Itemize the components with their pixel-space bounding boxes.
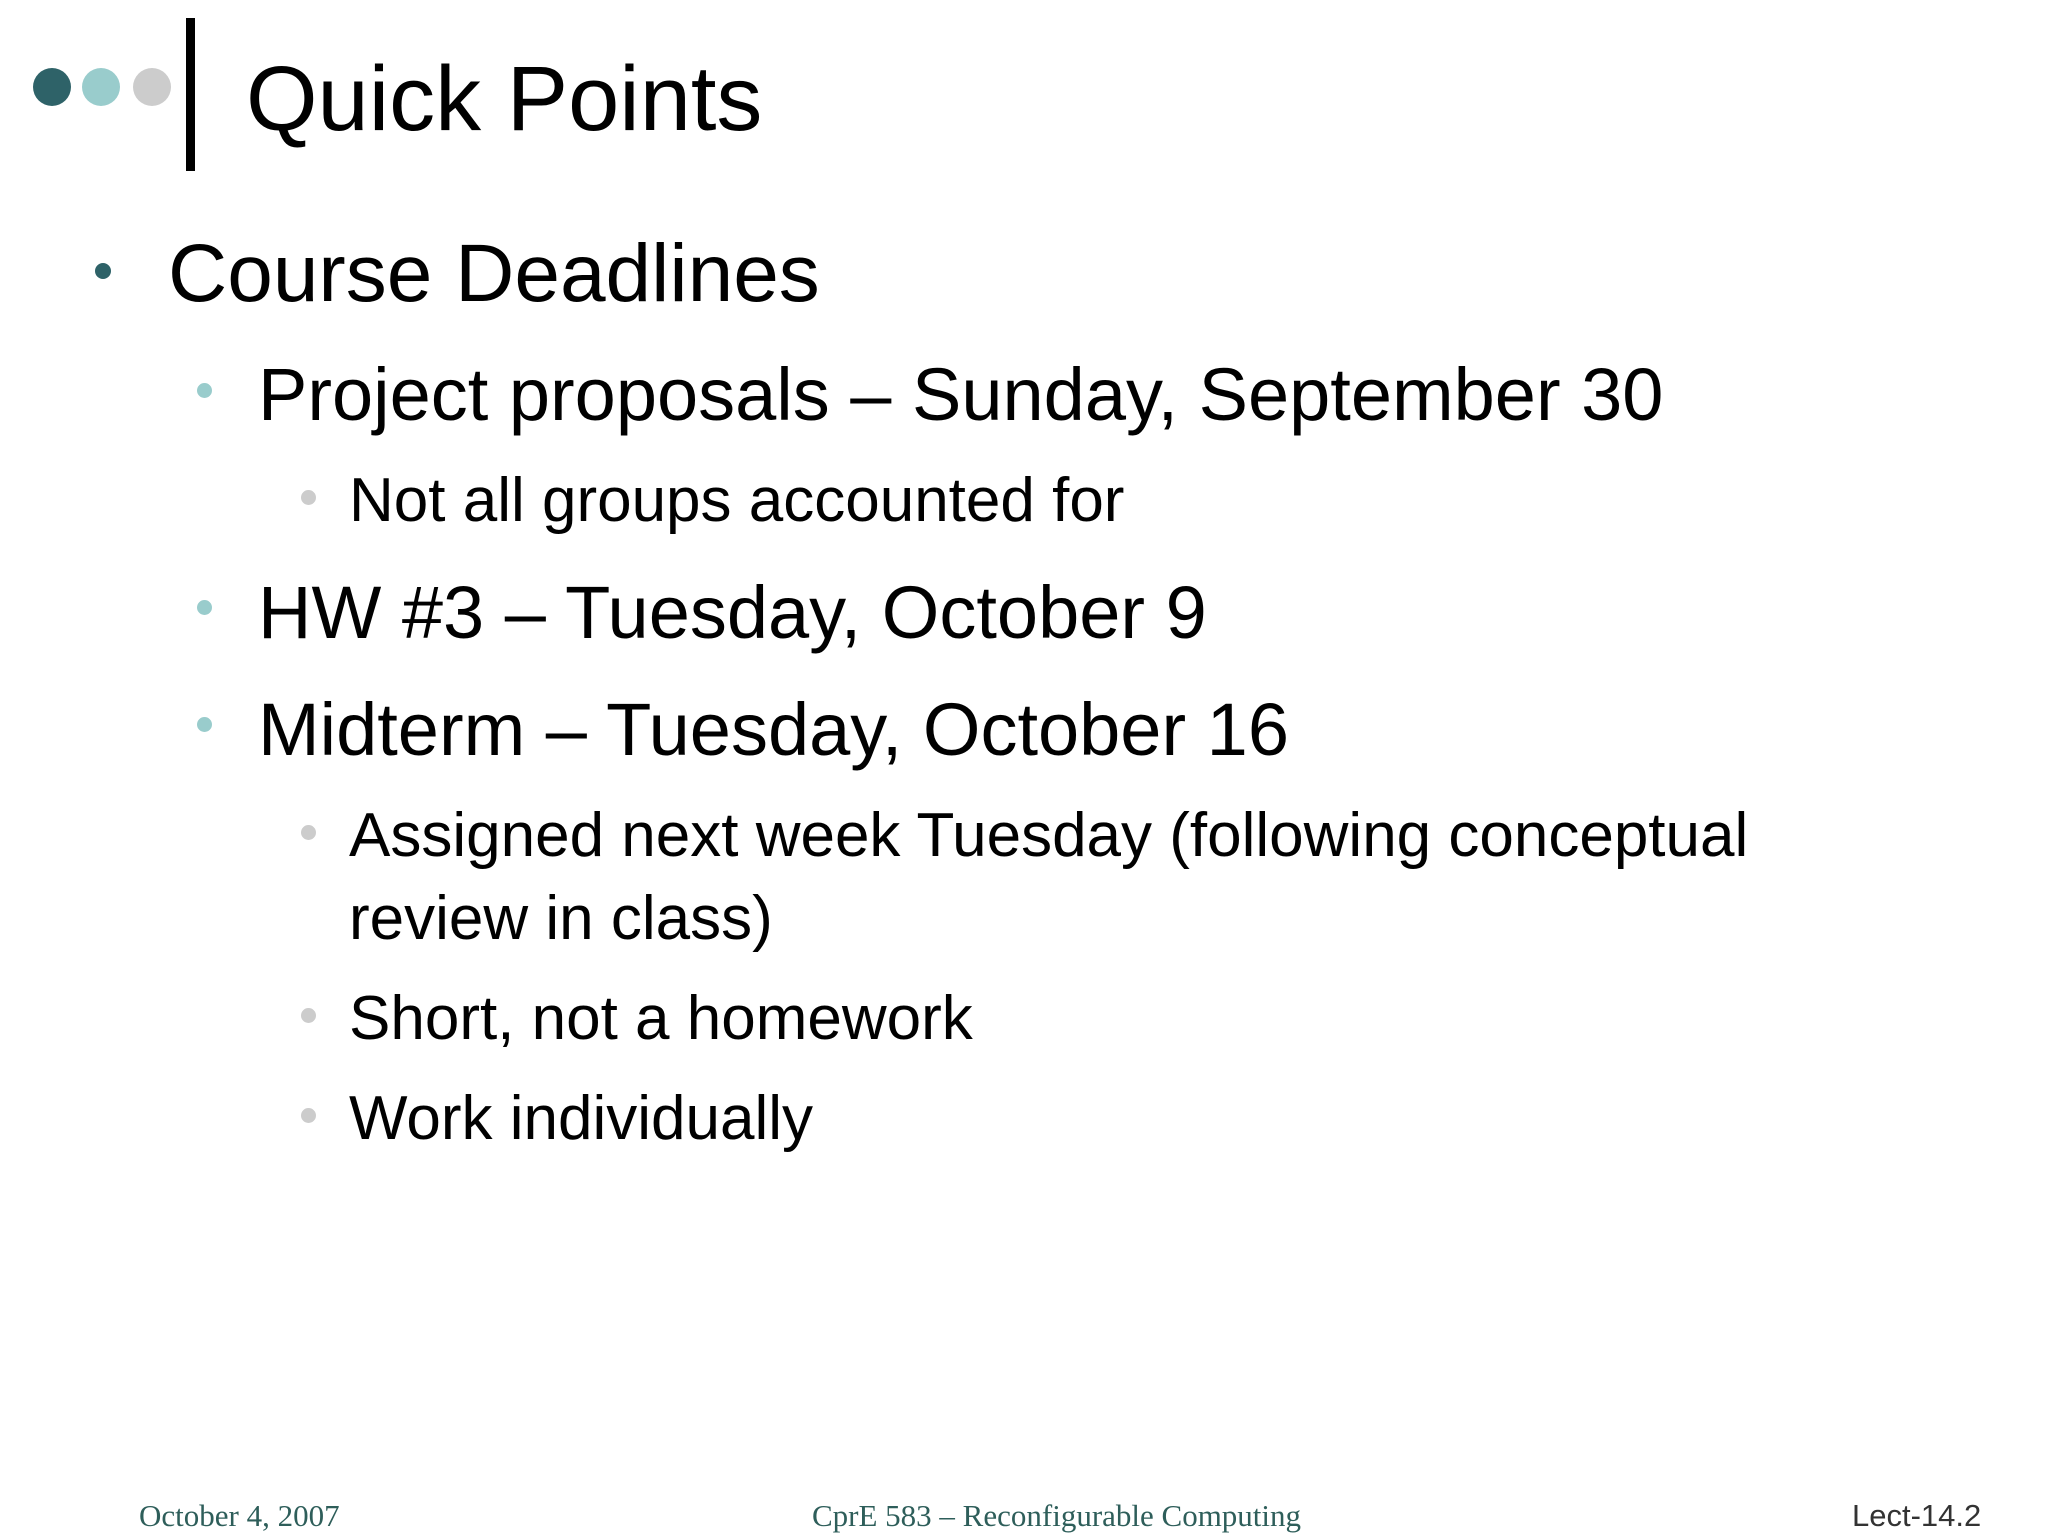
header-dot-light: [82, 68, 120, 106]
footer-course: CprE 583 – Reconfigurable Computing: [812, 1498, 1302, 1533]
bullet-not-all-groups: Not all groups accounted for: [349, 466, 1125, 535]
bullet-work-individually: Work individually: [349, 1084, 814, 1153]
header-dot-dark: [33, 68, 71, 106]
header-dot-gray: [133, 68, 171, 106]
bullet-course-deadlines: Course Deadlines: [168, 228, 820, 319]
slide-title: Quick Points: [246, 48, 763, 150]
bullet-marker: [301, 1008, 316, 1023]
bullet-midterm: Midterm – Tuesday, October 16: [258, 688, 1289, 771]
footer-date: October 4, 2007: [139, 1498, 340, 1533]
bullet-marker: [197, 600, 212, 615]
title-divider: [186, 18, 195, 171]
bullet-marker: [301, 490, 316, 505]
bullet-marker: [95, 263, 111, 279]
footer-slide-number: Lect-14.2: [1852, 1498, 1982, 1533]
bullet-marker: [197, 383, 212, 398]
bullet-hw3: HW #3 – Tuesday, October 9: [258, 571, 1207, 654]
bullet-assigned-line-2: review in class): [349, 884, 773, 953]
bullet-assigned-line-1: Assigned next week Tuesday (following conceptual: [349, 801, 1749, 870]
bullet-marker: [197, 717, 212, 732]
bullet-project-proposals: Project proposals – Sunday, September 30: [258, 353, 1664, 436]
bullet-short: Short, not a homework: [349, 984, 973, 1053]
bullet-marker: [301, 1108, 316, 1123]
bullet-marker: [301, 825, 316, 840]
